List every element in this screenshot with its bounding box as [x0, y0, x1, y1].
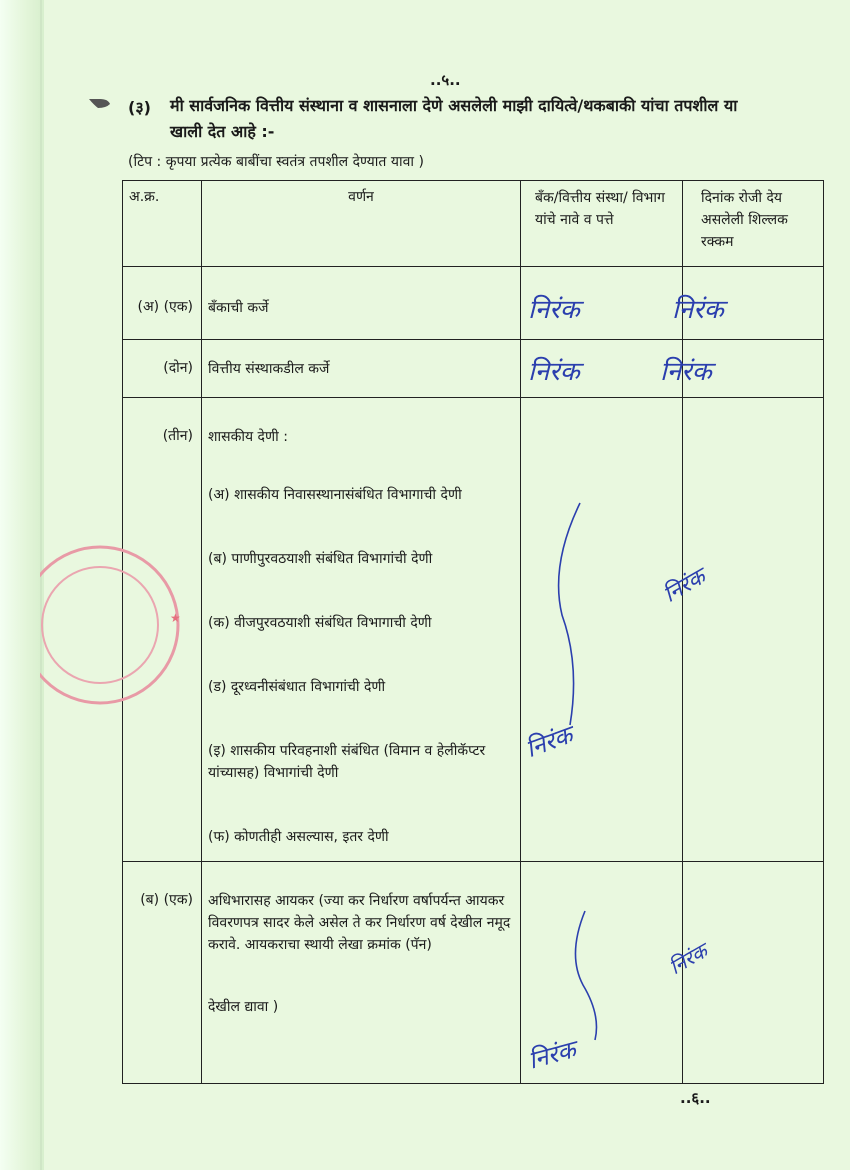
left-margin-band: [0, 0, 44, 1170]
header-description: वर्णन: [202, 181, 521, 267]
handwritten-nil-bank-loans-balance: निरंक: [672, 295, 724, 325]
handwritten-nil-income-tax-balance: निरंक: [664, 938, 712, 980]
handwritten-nil-fin-inst-balance: निरंक: [660, 357, 712, 387]
svg-text:★: ★: [170, 611, 181, 625]
pointing-hand-icon: [88, 96, 112, 110]
handwritten-stroke: [555, 905, 615, 1045]
section-note: (टिप : कृपया प्रत्येक बाबींचा स्वतंत्र तपशील देण्यात यावा ): [128, 154, 424, 170]
govt-dues-item: (इ) शासकीय परिवहनाशी संबंधित (विमान व हेलीकॅप्टर यांच्यासह) विभागांची देणी: [208, 743, 486, 781]
table-row: [123, 398, 824, 862]
govt-dues-item: (ब) पाणीपुरवठयाशी संबंधित विभागांची देणी: [208, 551, 433, 567]
handwritten-nil-bank-loans: निरंक: [528, 295, 580, 325]
row-description: [202, 398, 521, 862]
row-balance-cell: [683, 862, 824, 1084]
row-serial: (अ) (एक): [123, 267, 202, 340]
row-description: [202, 862, 521, 1084]
govt-dues-title: शासकीय देणी :: [208, 429, 288, 445]
section-number: (३): [128, 98, 151, 117]
handwritten-nil-govt-dues-balance: निरंक: [659, 564, 710, 609]
page-number-bottom: ..६..: [680, 1089, 711, 1107]
govt-dues-item: (अ) शासकीय निवासस्थानासंबंधित विभागाची देणी: [208, 487, 462, 503]
header-balance: दिनांक रोजी देय असलेली शिल्लक रक्कम: [683, 181, 824, 267]
handwritten-nil-fin-inst: निरंक: [528, 357, 580, 387]
header-bank-names: बँक/वित्तीय संस्था/ विभाग यांचे नावे व पत्ते: [521, 181, 683, 267]
table-row: [123, 340, 824, 398]
govt-dues-item: (फ) कोणतीही असल्यास, इतर देणी: [208, 829, 389, 845]
header-serial: अ.क्र.: [123, 181, 202, 267]
row-balance-cell: [683, 398, 824, 862]
row-serial: (ब) (एक): [123, 862, 202, 1084]
row-description: बँकाची कर्जे: [202, 267, 521, 340]
govt-dues-item: (क) वीजपुरवठयाशी संबंधित विभागाची देणी: [208, 615, 432, 631]
handwritten-nil-govt-dues-bank: निरंक: [521, 720, 577, 764]
page-number-top: ..५..: [430, 71, 461, 89]
handwritten-stroke: [540, 495, 600, 735]
table-header-row: [123, 181, 824, 267]
section-intro: मी सार्वजनिक वित्तीय संस्थाना व शासनाला देणे असलेली माझी दायित्वे/थकबाकी यांचा तपशील या खाली देत आहे :-: [170, 96, 738, 141]
row-serial: (दोन): [123, 340, 202, 398]
official-stamp: [40, 540, 190, 710]
govt-dues-item: (ड) दूरध्वनीसंबंधात विभागांची देणी: [208, 679, 386, 695]
handwritten-nil-income-tax-bank: निरंक: [525, 1035, 579, 1075]
row-description: वित्तीय संस्थाकडील कर्जे: [202, 340, 521, 398]
row-serial: (तीन): [123, 398, 202, 862]
income-tax-text: अधिभारासह आयकर (ज्या कर निर्धारण वर्षापर्यन्त आयकर विवरणपत्र सादर केले असेल ते कर निर्धारण वर्ष देखील नमूद करावे. आयकराचा स्थायी लेखा क्रमांक (पॅन): [208, 893, 511, 953]
income-tax-end: देखील द्यावा ): [208, 999, 279, 1015]
table-row: [123, 862, 824, 1084]
